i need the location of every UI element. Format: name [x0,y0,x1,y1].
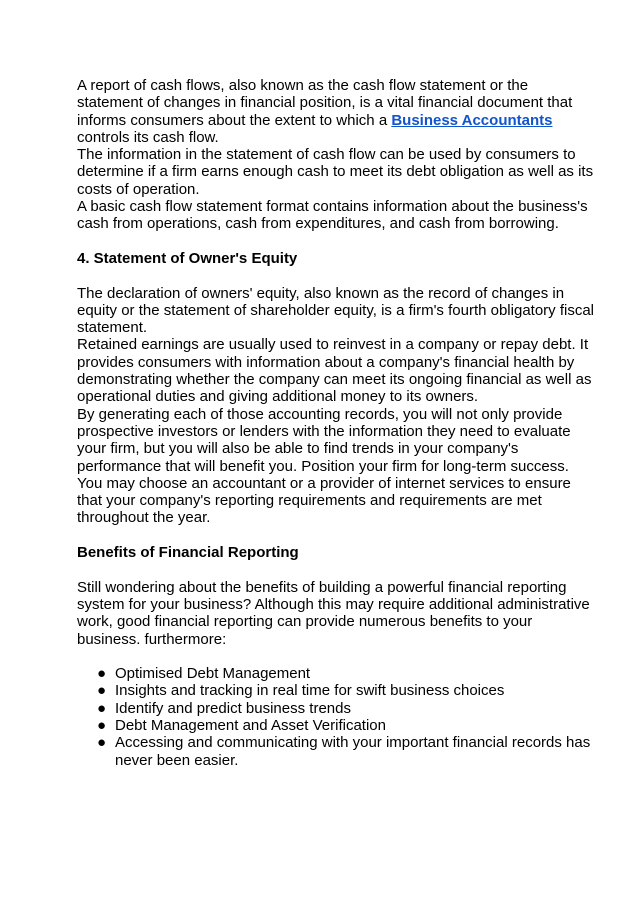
benefits-paragraph: Still wondering about the benefits of building a powerful financial reporting system for your business? Although this may require additional administrative work, good financial reporting can provide numerous benefits to your business. furthermore: [77,578,590,648]
cash-flow-section [77,77,598,233]
equity-paragraph-2: Retained earnings are usually used to reinvest in a company or repay debt. It provides consumers with information about a company's financial health by demonstrating whether the company can meet its ongoing financial as well as operational duties and giving additional money to its owners. [77,336,592,406]
business-accountants-link[interactable]: Business Accountants [391,111,553,129]
bullet-icon: ● [97,699,107,717]
cash-flow-p1-text: A report of cash flows, also known as the cash flow statement or the statement of changes in financial position, is a vital financial document that informs consumers about the extent to which a [77,77,573,129]
bullet-icon: ● [97,716,107,734]
equity-heading: 4. Statement of Owner's Equity [77,249,298,267]
list-item-text: Insights and tracking in real time for swift business choices [115,682,505,700]
cash-flow-paragraph-1 [77,77,598,146]
list-item [77,734,598,769]
bullet-icon: ● [97,682,107,700]
equity-paragraph-1: The declaration of owners' equity, also known as the record of changes in equity or the statement of shareholder equity, is a firm's fourth obligatory fiscal statement. [77,284,595,337]
cash-flow-p1-tail: controls its cash flow. [77,128,219,146]
list-item-text: Identify and predict business trends [115,699,351,717]
list-item [77,682,598,699]
equity-section [77,285,598,527]
cash-flow-paragraph-2: The information in the statement of cash flow can be used by consumers to determine if a firm earns enough cash to meet its debt obligation as well as its costs of operation. [77,146,594,198]
list-item [77,717,598,734]
list-item-text: Accessing and communicating with your important financial records has never been easier. [115,734,591,769]
benefits-list [77,665,598,769]
list-item-text: Debt Management and Asset Verification [115,716,386,734]
bullet-icon: ● [97,734,107,752]
benefits-heading: Benefits of Financial Reporting [77,544,299,562]
list-item [77,700,598,717]
equity-paragraph-3: By generating each of those accounting records, you will not only provide prospective investors or lenders with the information they need to evaluate your firm, but you will also be able to find trends in your company's performance that will benefit you. Position your firm for long-term success. [77,405,571,475]
list-item [77,665,598,682]
list-item-text: Optimised Debt Management [115,665,311,683]
bullet-icon: ● [97,665,107,683]
equity-paragraph-4: You may choose an accountant or a provider of internet services to ensure that your company's reporting requirements and requirements are met throughout the year. [77,474,571,527]
cash-flow-paragraph-3: A basic cash flow statement format contains information about the business's cash from operations, cash from expenditures, and cash from borrowing. [77,198,588,233]
